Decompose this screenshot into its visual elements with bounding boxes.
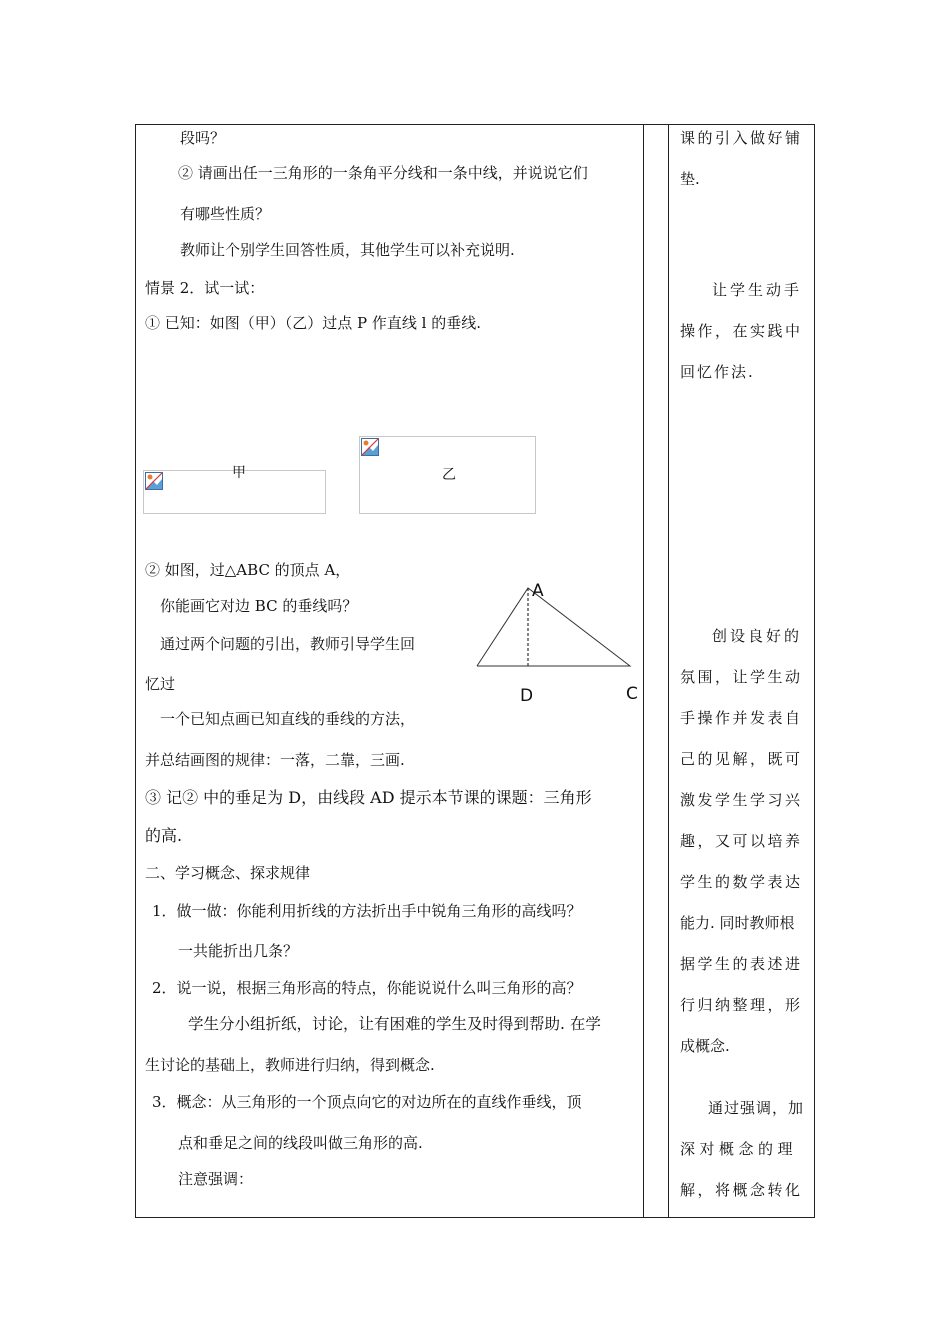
- side-line-11: 趣，又可以培养: [680, 832, 803, 850]
- text-line-16: 1．做一做：你能利用折线的方法折出手中锐角三角形的高线吗？: [152, 902, 582, 920]
- side-line-13: 能力. 同时教师根: [680, 914, 795, 932]
- vertex-label-a: A: [532, 581, 544, 601]
- side-line-8: 手操作并发表自: [680, 709, 803, 727]
- text-line-22: 点和垂足之间的线段叫做三角形的高.: [178, 1134, 423, 1152]
- column-divider-2: [668, 125, 669, 1217]
- text-line-13: ③ 记② 中的垂足为 D，由线段 AD 提示本节课的课题：三角形: [145, 788, 592, 807]
- text-line-8: 你能画它对边 BC 的垂线吗？: [160, 597, 358, 615]
- broken-image-icon: [145, 472, 163, 490]
- side-line-10: 激发学生学习兴: [680, 791, 803, 809]
- text-line-21: 3．概念：从三角形的一个顶点向它的对边所在的直线作垂线，顶: [152, 1093, 582, 1111]
- text-line-20: 生讨论的基础上，教师进行归纳，得到概念.: [145, 1056, 435, 1074]
- side-line-19: 解，将概念转化: [680, 1181, 803, 1199]
- text-line-5: 情景 2．试一试：: [145, 279, 265, 297]
- side-line-9: 己的见解，既可: [680, 750, 803, 768]
- side-line-4: 操作，在实践中: [680, 322, 803, 340]
- vertex-label-d: D: [520, 686, 534, 706]
- side-line-15: 行归纳整理，形: [680, 996, 803, 1014]
- side-line-17: 通过强调，加: [708, 1099, 805, 1117]
- text-line-1: 段吗？: [180, 129, 226, 147]
- text-line-4: 教师让个别学生回答性质，其他学生可以补充说明.: [180, 241, 515, 259]
- side-line-5: 回忆作法.: [680, 363, 755, 381]
- text-line-11: 一个已知点画已知直线的垂线的方法，: [160, 710, 416, 728]
- text-line-10: 忆过: [145, 675, 176, 693]
- text-line-19: 学生分小组折纸，讨论，让有困难的学生及时得到帮助. 在学: [188, 1015, 601, 1033]
- text-line-2: ② 请画出任一三角形的一条角平分线和一条中线，并说说它们: [178, 164, 588, 182]
- vertex-label-c: C: [626, 684, 638, 704]
- side-line-12: 学生的数学表达: [680, 873, 803, 891]
- side-line-14: 据学生的表述进: [680, 955, 803, 973]
- triangle-abc-figure: [470, 578, 645, 673]
- text-line-9: 通过两个问题的引出，教师引导学生回: [160, 635, 416, 653]
- text-line-3: 有哪些性质？: [180, 205, 271, 223]
- side-line-3: 让学生动手: [712, 281, 803, 299]
- text-line-17: 一共能折出几条？: [178, 942, 299, 960]
- side-line-1: 课的引入做好铺: [680, 129, 803, 147]
- figure-yi-label: 乙: [442, 467, 456, 483]
- text-line-14: 的高.: [145, 826, 183, 845]
- broken-image-icon: [361, 438, 379, 456]
- side-line-2: 垫.: [680, 170, 700, 188]
- text-line-18: 2．说一说，根据三角形高的特点，你能说说什么叫三角形的高？: [152, 979, 582, 997]
- text-line-6: ① 已知：如图（甲）（乙）过点 P 作直线 l 的垂线.: [145, 314, 482, 332]
- figure-jia-label: 甲: [232, 465, 246, 481]
- section-heading-2: 二、学习概念、探求规律: [145, 864, 311, 882]
- text-line-12: 并总结画图的规律：一落，二靠，三画.: [145, 751, 405, 769]
- side-line-7: 氛围，让学生动: [680, 668, 803, 686]
- side-line-16: 成概念.: [680, 1037, 730, 1055]
- side-line-6: 创设良好的: [712, 627, 803, 645]
- text-line-7: ② 如图，过△ABC 的顶点 A，: [145, 561, 351, 579]
- text-line-23: 注意强调：: [178, 1170, 254, 1188]
- side-line-18: 深对概念的理: [680, 1140, 798, 1158]
